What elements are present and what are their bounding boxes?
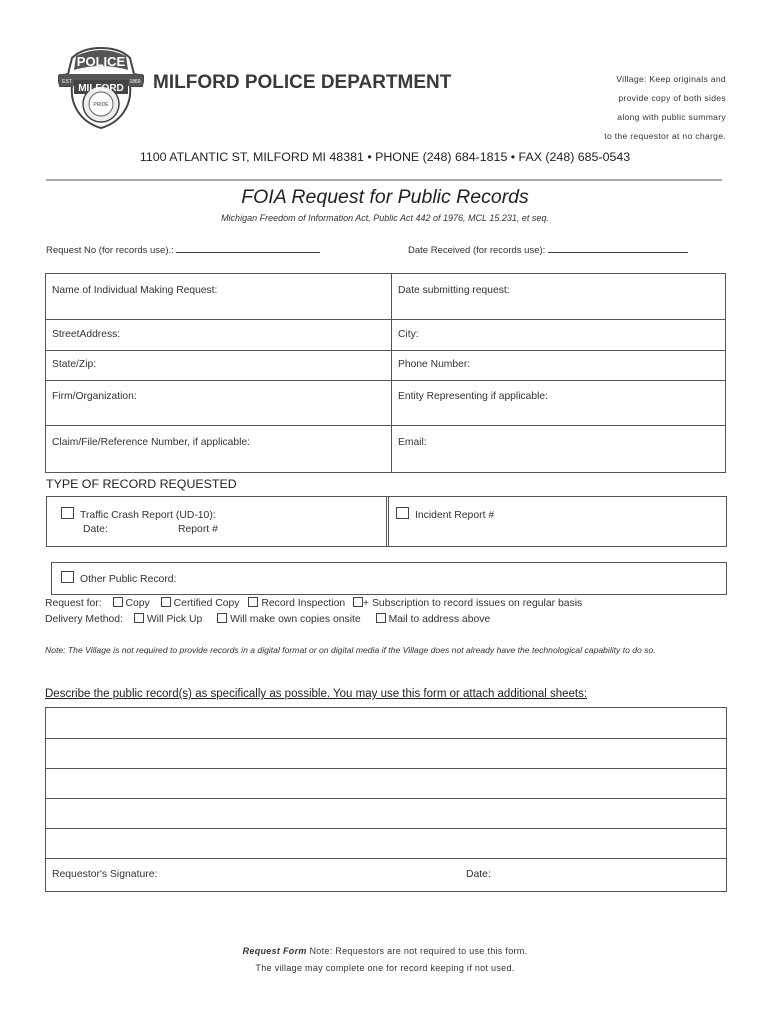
- table-row: [46, 320, 726, 351]
- village-note-line: to the requestor at no charge.: [604, 131, 726, 141]
- request-for-label: Request for:: [45, 598, 102, 609]
- record-type-heading: TYPE OF RECORD REQUESTED: [46, 477, 237, 491]
- svg-text:EST: EST: [62, 79, 72, 85]
- header-divider: [46, 179, 722, 181]
- pick-up-option[interactable]: [134, 614, 202, 625]
- describe-instruction: Describe the public record(s) as specifically as possible. You may use this form or attach additional sheets:: [45, 688, 588, 700]
- svg-text:POLICE: POLICE: [76, 54, 126, 69]
- mail-label: Mail to address above: [388, 614, 491, 625]
- form-subtitle: Michigan Freedom of Information Act, Public Act 442 of 1976, MCL 15.231, et seq.: [221, 213, 549, 223]
- request-no-line[interactable]: [176, 243, 320, 253]
- description-line: [46, 798, 726, 799]
- subscription-label: + Subscription to record issues on regular basis: [363, 598, 583, 609]
- footer-note-line2: The village may complete one for record keeping if not used.: [255, 963, 515, 973]
- form-title: FOIA Request for Public Records: [241, 186, 529, 208]
- incident-report-checkbox[interactable]: [396, 507, 409, 519]
- own-copies-checkbox[interactable]: [217, 613, 227, 623]
- incident-report-label: Incident Report #: [415, 510, 495, 521]
- firm-organization-field[interactable]: Firm/Organization:: [46, 381, 392, 426]
- village-note-line: along with public summary: [617, 112, 726, 122]
- police-badge-logo: [58, 46, 144, 130]
- svg-text:MILFORD: MILFORD: [78, 83, 124, 94]
- crash-date-field[interactable]: Date:: [83, 524, 108, 535]
- copy-checkbox[interactable]: [113, 597, 123, 607]
- record-inspection-option[interactable]: [248, 598, 345, 609]
- signature-date-field[interactable]: Date:: [466, 869, 491, 880]
- request-for-row: [45, 597, 582, 609]
- traffic-crash-option[interactable]: [61, 507, 216, 521]
- village-note-line: Village: Keep originals and: [616, 74, 726, 84]
- street-address-field[interactable]: StreetAddress:: [46, 320, 392, 351]
- pick-up-checkbox[interactable]: [134, 613, 144, 623]
- table-row: [46, 274, 726, 320]
- table-row: [46, 381, 726, 426]
- request-no-label: Request No (for records use).:: [46, 245, 174, 256]
- mail-option[interactable]: [376, 614, 491, 625]
- own-copies-label: Will make own copies onsite: [230, 614, 361, 625]
- delivery-method-label: Delivery Method:: [45, 614, 123, 625]
- entity-representing-field[interactable]: Entity Representing if applicable:: [392, 381, 726, 426]
- traffic-crash-box: [46, 496, 389, 547]
- incident-report-option[interactable]: [396, 507, 494, 521]
- date-received-field[interactable]: [408, 243, 688, 256]
- department-address: 1100 ATLANTIC ST, MILFORD MI 48381 • PHONE (248) 684-1815 • FAX (248) 685-0543: [139, 150, 631, 164]
- crash-report-number-field[interactable]: Report #: [178, 524, 218, 535]
- copy-label: Copy: [125, 598, 150, 609]
- other-record-label: Other Public Record:: [80, 574, 177, 585]
- description-line: [46, 858, 726, 859]
- city-field[interactable]: City:: [392, 320, 726, 351]
- subscription-checkbox[interactable]: [353, 597, 363, 607]
- date-received-line[interactable]: [548, 243, 688, 253]
- phone-number-field[interactable]: Phone Number:: [392, 351, 726, 381]
- incident-report-box: [386, 496, 727, 547]
- claim-reference-field[interactable]: Claim/File/Reference Number, if applicable:: [46, 426, 392, 473]
- delivery-method-row: [45, 613, 490, 625]
- email-field[interactable]: Email:: [392, 426, 726, 473]
- pick-up-label: Will Pick Up: [146, 614, 203, 625]
- mail-checkbox[interactable]: [376, 613, 386, 623]
- description-line: [46, 828, 726, 829]
- other-record-option[interactable]: [61, 571, 176, 585]
- footer-note: [0, 946, 770, 956]
- police-badge-icon: [58, 46, 144, 130]
- request-no-field[interactable]: [46, 243, 320, 256]
- subscription-option[interactable]: [353, 598, 582, 609]
- own-copies-option[interactable]: [217, 614, 361, 625]
- other-record-box: [51, 562, 727, 595]
- certified-copy-label: Certified Copy: [173, 598, 240, 609]
- date-submitting-field[interactable]: Date submitting request:: [392, 274, 726, 320]
- name-field[interactable]: Name of Individual Making Request:: [46, 274, 392, 320]
- footer-note-text: Note: Requestors are not required to use this form.: [306, 946, 528, 956]
- copy-option[interactable]: [113, 598, 150, 609]
- table-row: [46, 351, 726, 381]
- state-zip-field[interactable]: State/Zip:: [46, 351, 392, 381]
- description-line: [46, 768, 726, 769]
- village-note-line: provide copy of both sides: [618, 93, 726, 103]
- village-note: [526, 70, 726, 146]
- table-row: [46, 426, 726, 473]
- signature-field[interactable]: Requestor's Signature:: [52, 869, 158, 880]
- svg-text:1869: 1869: [129, 79, 141, 85]
- traffic-crash-checkbox[interactable]: [61, 507, 74, 519]
- record-inspection-label: Record Inspection: [261, 598, 346, 609]
- certified-copy-option[interactable]: [161, 598, 240, 609]
- record-inspection-checkbox[interactable]: [248, 597, 258, 607]
- requester-info-table: [45, 273, 726, 473]
- description-area[interactable]: [45, 707, 727, 892]
- certified-copy-checkbox[interactable]: [161, 597, 171, 607]
- date-received-label: Date Received (for records use):: [408, 245, 546, 256]
- footer-bold-label: Request Form: [242, 946, 307, 956]
- description-line: [46, 738, 726, 739]
- svg-text:PRIDE: PRIDE: [93, 102, 109, 108]
- department-name: MILFORD POLICE DEPARTMENT: [153, 72, 452, 93]
- other-record-checkbox[interactable]: [61, 571, 74, 583]
- traffic-crash-label: Traffic Crash Report (UD-10):: [80, 510, 216, 521]
- digital-format-note: Note: The Village is not required to provide records in a digital format or on digital media if the Village does not already have the technological capability to do so.: [45, 645, 656, 655]
